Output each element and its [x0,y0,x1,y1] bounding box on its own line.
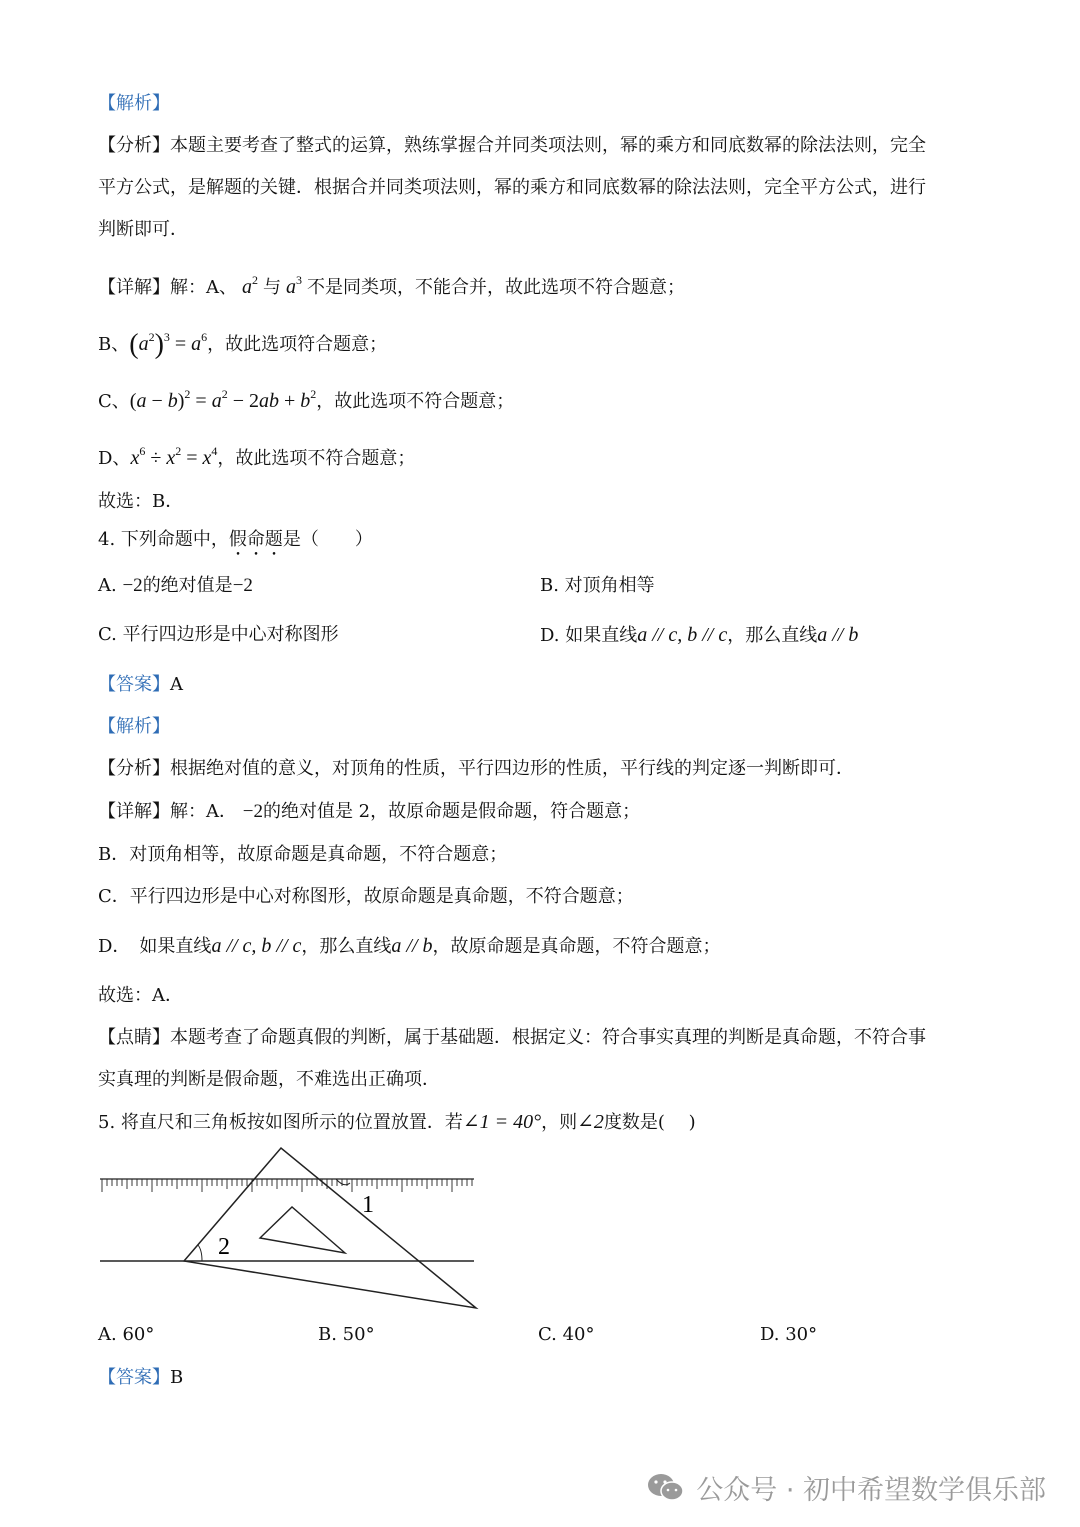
emphasis-text: 假命题 [228,529,283,550]
text: 与 [263,277,281,298]
q4-fenxi [98,757,854,781]
text: ，故原命题是真命题，不符合题意； [432,936,721,957]
fenxi-tag: 【分析】 [98,758,170,779]
text: C、 [98,391,130,412]
watermark-text: 公众号 · 初中希望数学俱乐部 [696,1475,1046,1506]
text: ，故此选项符合题意； [207,334,388,355]
text: B、 [98,334,130,355]
q4-xiangjie-c: C．平行四边形是中心对称图形，故原命题是真命题，不符合题意； [98,886,634,907]
text: ，则 [541,1112,578,1133]
ruler [100,1179,474,1192]
text: A. [98,575,117,596]
text: 是（ ） [282,529,373,550]
angle-1-label: 1 [362,1192,374,1218]
math-parallel-result: a // b [391,935,433,957]
text: D． 如果直线 [98,936,212,957]
angle-2-label: 2 [218,1234,230,1260]
q4-option-b: B. 对顶角相等 [540,575,655,596]
xiangjie-c [98,382,514,414]
triangle-outer [184,1148,476,1308]
text: D、 [98,448,131,469]
math-parallel-condition: a // c, b // c [637,624,728,646]
q5-option-a: A. 60° [98,1324,155,1345]
q4-xiangjie-a [98,800,640,824]
guxuan-2: 故选：A． [98,985,183,1006]
math-a3: $a^3$ [286,273,302,298]
math-parallel-result: a // b [817,624,859,646]
dianjing-tag: 【点睛】 [98,1027,170,1048]
guxuan-1: 故选：B． [98,491,184,512]
text: 根据绝对值的意义，对顶角的性质，平行四边形的性质，平行线的判定逐一判断即可． [170,758,854,779]
text: 度数是( ) [603,1112,696,1133]
xiangjie-b [98,325,388,360]
text: 的绝对值是 2，故原命题是假命题，符合题意； [262,801,641,822]
math-d: $x^6 \div x^2 = x^4$ [130,444,218,469]
text: 本题考查了命题真假的判断，属于基础题．根据定义：符合事实真理的判断是真命题，不符合事 [170,1027,926,1048]
answer-tag: 【答案】 [98,1367,170,1388]
angle-1-arc [336,1179,350,1185]
answer-tag: 【答案】 [98,674,170,695]
text: ，那么直线 [727,625,818,646]
q5-option-c: C. 40° [538,1324,595,1345]
watermark [646,1468,1046,1507]
q4-xiangjie-b: B．对顶角相等，故原命题是真命题，不符合题意； [98,844,508,865]
text: 的绝对值是 [142,575,233,596]
math-angle1: ∠1 = 40° [462,1111,542,1133]
xiangjie-tag: 【详解】 [98,801,170,822]
math-a2: $a^2$ [242,273,258,298]
text: 不是同类项，不能合并，故此选项不符合题意； [307,277,685,298]
jiexi-heading-2: 【解析】 [98,716,170,737]
text: 解：A． [170,801,237,822]
text: ，故此选项不符合题意； [217,448,416,469]
q5-answer [98,1366,183,1390]
ruler-triangle-figure [98,1142,488,1314]
text: 4. 下列命题中， [98,529,229,550]
text: 5. 将直尺和三角板按如图所示的位置放置．若 [98,1112,463,1133]
dianjing-line-1 [98,1026,926,1050]
math-neg2: −2 [232,575,253,596]
fenxi-line-2: 平方公式，是解题的关键．根据合并同类项法则，幂的乘方和同底数幂的除法法则，完全平方公式，进行 [98,177,926,198]
answer-value: A [170,674,183,695]
q4-xiangjie-d [98,934,721,959]
q4-stem [98,528,373,560]
q4-option-c: C. 平行四边形是中心对称图形 [98,624,339,645]
fenxi-line-3: 判断即可． [98,219,188,240]
q5-option-d: D. 30° [760,1324,818,1345]
triangle-inner [260,1207,345,1253]
math-parallel-condition: a // c, b // c [211,935,302,957]
xiangjie-tag: 【详解】 [98,277,170,298]
text: ，故此选项不符合题意； [316,391,515,412]
q4-option-d [540,623,858,648]
fenxi-text: 本题主要考查了整式的运算，熟练掌握合并同类项法则，幂的乘方和同底数幂的除法法则，完全 [170,135,926,156]
answer-value: B [170,1367,184,1388]
jiexi-heading-1: 【解析】 [98,93,170,114]
math-neg2: −2 [242,801,263,822]
angle-2-arc [198,1245,202,1261]
dianjing-line-2: 实真理的判断是假命题，不难选出正确项． [98,1069,440,1090]
q4-answer [98,673,183,697]
q4-option-a [98,574,253,598]
xiangjie-a [98,268,685,300]
fenxi-tag: 【分析】 [98,135,170,156]
xiangjie-d [98,439,415,471]
math-neg2: −2 [122,575,143,596]
math-b: $(a^2)^3 = a^6$ [129,329,208,360]
math-angle2: ∠2 [577,1111,604,1133]
text: ，那么直线 [301,936,392,957]
wechat-icon [646,1472,686,1504]
fenxi-line-1 [98,134,926,158]
text: 解：A、 [170,277,237,298]
q5-option-b: B. 50° [318,1324,375,1345]
text: D. 如果直线 [540,625,638,646]
q5-stem [98,1110,696,1135]
math-c: $(a - b)^2 = a^2 - 2ab + b^2$ [129,387,317,412]
